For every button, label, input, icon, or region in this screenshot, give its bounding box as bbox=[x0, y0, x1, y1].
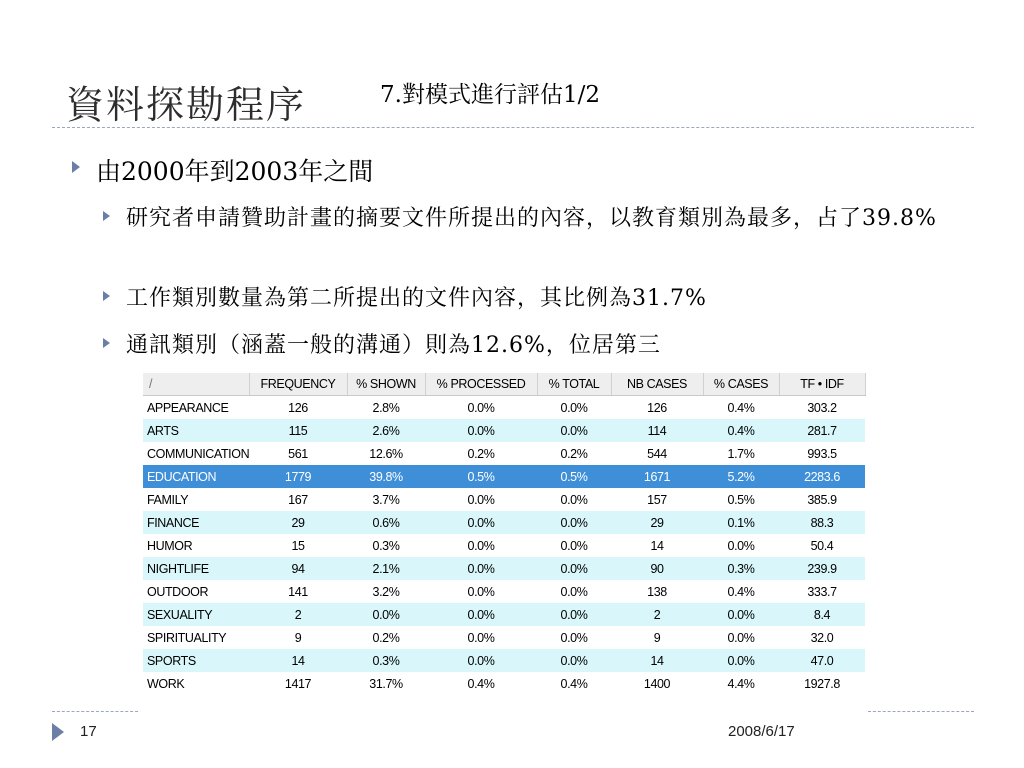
value-cell: 12.6% bbox=[347, 442, 425, 465]
value-cell: 88.3 bbox=[779, 511, 865, 534]
value-cell: 0.0% bbox=[347, 603, 425, 626]
value-cell: 0.0% bbox=[537, 534, 611, 557]
table-row[interactable] bbox=[143, 603, 865, 626]
category-cell: ARTS bbox=[143, 419, 249, 442]
category-stats-table bbox=[143, 373, 865, 695]
value-cell: 5.2% bbox=[703, 465, 779, 488]
value-cell: 0.4% bbox=[703, 396, 779, 420]
value-cell: 0.0% bbox=[703, 603, 779, 626]
table-row[interactable] bbox=[143, 488, 865, 511]
table-row[interactable] bbox=[143, 419, 865, 442]
value-cell: 0.0% bbox=[537, 396, 611, 420]
bullet-level1 bbox=[72, 152, 373, 188]
table-row[interactable] bbox=[143, 557, 865, 580]
value-cell: 3.2% bbox=[347, 580, 425, 603]
value-cell: 9 bbox=[249, 626, 347, 649]
value-cell: 114 bbox=[611, 419, 703, 442]
value-cell: 0.5% bbox=[537, 465, 611, 488]
table-row[interactable] bbox=[143, 465, 865, 488]
value-cell: 0.0% bbox=[425, 419, 537, 442]
value-cell: 94 bbox=[249, 557, 347, 580]
value-cell: 157 bbox=[611, 488, 703, 511]
column-header[interactable]: NB CASES bbox=[611, 373, 703, 396]
category-cell: COMMUNICATION bbox=[143, 442, 249, 465]
value-cell: 2 bbox=[611, 603, 703, 626]
value-cell: 2283.6 bbox=[779, 465, 865, 488]
value-cell: 0.0% bbox=[537, 511, 611, 534]
table-row[interactable] bbox=[143, 649, 865, 672]
category-cell: OUTDOOR bbox=[143, 580, 249, 603]
value-cell: 1417 bbox=[249, 672, 347, 695]
bullet-level2-text: 通訊類別（涵蓋一般的溝通）則為12.6%，位居第三 bbox=[126, 333, 661, 358]
value-cell: 0.0% bbox=[425, 557, 537, 580]
value-cell: 0.1% bbox=[703, 511, 779, 534]
value-cell: 1927.8 bbox=[779, 672, 865, 695]
value-cell: 1779 bbox=[249, 465, 347, 488]
category-cell: SEXUALITY bbox=[143, 603, 249, 626]
category-cell: FAMILY bbox=[143, 488, 249, 511]
value-cell: 115 bbox=[249, 419, 347, 442]
category-cell: SPIRITUALITY bbox=[143, 626, 249, 649]
value-cell: 0.3% bbox=[347, 534, 425, 557]
value-cell: 2.8% bbox=[347, 396, 425, 420]
value-cell: 0.0% bbox=[425, 649, 537, 672]
triangle-bullet-icon bbox=[103, 291, 110, 301]
value-cell: 239.9 bbox=[779, 557, 865, 580]
value-cell: 385.9 bbox=[779, 488, 865, 511]
value-cell: 0.0% bbox=[425, 511, 537, 534]
bullet-level2-item bbox=[103, 203, 946, 235]
value-cell: 39.8% bbox=[347, 465, 425, 488]
value-cell: 0.0% bbox=[425, 396, 537, 420]
value-cell: 0.3% bbox=[347, 649, 425, 672]
value-cell: 993.5 bbox=[779, 442, 865, 465]
value-cell: 0.5% bbox=[425, 465, 537, 488]
value-cell: 0.0% bbox=[537, 626, 611, 649]
value-cell: 29 bbox=[249, 511, 347, 534]
value-cell: 0.0% bbox=[537, 603, 611, 626]
value-cell: 0.0% bbox=[425, 580, 537, 603]
value-cell: 14 bbox=[249, 649, 347, 672]
value-cell: 29 bbox=[611, 511, 703, 534]
triangle-bullet-icon bbox=[103, 338, 110, 348]
bullet-level1-text: 由2000年到2003年之間 bbox=[96, 157, 374, 186]
value-cell: 0.0% bbox=[425, 534, 537, 557]
column-header[interactable]: % PROCESSED bbox=[425, 373, 537, 396]
value-cell: 0.0% bbox=[703, 534, 779, 557]
value-cell: 0.0% bbox=[537, 419, 611, 442]
value-cell: 126 bbox=[611, 396, 703, 420]
table-row[interactable] bbox=[143, 672, 865, 695]
value-cell: 0.4% bbox=[425, 672, 537, 695]
category-cell: NIGHTLIFE bbox=[143, 557, 249, 580]
value-cell: 0.0% bbox=[425, 488, 537, 511]
value-cell: 0.0% bbox=[537, 580, 611, 603]
category-cell: FINANCE bbox=[143, 511, 249, 534]
table-header-row bbox=[143, 373, 865, 396]
bullet-level2-item bbox=[103, 330, 946, 362]
value-cell: 0.2% bbox=[425, 442, 537, 465]
value-cell: 544 bbox=[611, 442, 703, 465]
value-cell: 0.3% bbox=[703, 557, 779, 580]
value-cell: 0.0% bbox=[703, 649, 779, 672]
value-cell: 9 bbox=[611, 626, 703, 649]
value-cell: 126 bbox=[249, 396, 347, 420]
value-cell: 0.0% bbox=[425, 626, 537, 649]
value-cell: 14 bbox=[611, 534, 703, 557]
category-cell: SPORTS bbox=[143, 649, 249, 672]
value-cell: 4.4% bbox=[703, 672, 779, 695]
value-cell: 47.0 bbox=[779, 649, 865, 672]
value-cell: 0.2% bbox=[347, 626, 425, 649]
table-row[interactable] bbox=[143, 442, 865, 465]
value-cell: 281.7 bbox=[779, 419, 865, 442]
slide-title: 資料探勘程序 bbox=[66, 83, 307, 127]
page-number: 17 bbox=[80, 723, 97, 740]
bullet-level2-text: 研究者申請贊助計畫的摘要文件所提出的內容，以教育類別為最多，占了39.8% bbox=[126, 206, 937, 231]
value-cell: 0.0% bbox=[703, 626, 779, 649]
value-cell: 303.2 bbox=[779, 396, 865, 420]
value-cell: 50.4 bbox=[779, 534, 865, 557]
value-cell: 3.7% bbox=[347, 488, 425, 511]
value-cell: 32.0 bbox=[779, 626, 865, 649]
footer-divider bbox=[52, 711, 138, 712]
value-cell: 0.0% bbox=[537, 649, 611, 672]
value-cell: 141 bbox=[249, 580, 347, 603]
value-cell: 0.2% bbox=[537, 442, 611, 465]
value-cell: 14 bbox=[611, 649, 703, 672]
value-cell: 90 bbox=[611, 557, 703, 580]
value-cell: 2.6% bbox=[347, 419, 425, 442]
value-cell: 8.4 bbox=[779, 603, 865, 626]
table-row[interactable] bbox=[143, 511, 865, 534]
value-cell: 0.4% bbox=[537, 672, 611, 695]
column-header[interactable]: FREQUENCY bbox=[249, 373, 347, 396]
table-row[interactable] bbox=[143, 396, 865, 420]
nav-arrow-icon bbox=[52, 723, 64, 741]
column-header[interactable]: % SHOWN bbox=[347, 373, 425, 396]
category-cell: APPEARANCE bbox=[143, 396, 249, 420]
bullet-level2-text: 工作類別數量為第二所提出的文件內容，其比例為31.7% bbox=[126, 286, 707, 311]
value-cell: 0.5% bbox=[703, 488, 779, 511]
column-header[interactable]: / bbox=[143, 373, 249, 396]
category-cell: EDUCATION bbox=[143, 465, 249, 488]
title-divider bbox=[52, 127, 974, 128]
value-cell: 0.0% bbox=[537, 488, 611, 511]
footer-divider bbox=[868, 711, 974, 712]
bullet-level2-item bbox=[103, 283, 946, 315]
column-header[interactable]: TF • IDF bbox=[779, 373, 865, 396]
category-cell: WORK bbox=[143, 672, 249, 695]
value-cell: 15 bbox=[249, 534, 347, 557]
value-cell: 0.0% bbox=[537, 557, 611, 580]
column-header[interactable]: % CASES bbox=[703, 373, 779, 396]
value-cell: 2.1% bbox=[347, 557, 425, 580]
value-cell: 0.6% bbox=[347, 511, 425, 534]
footer-date: 2008/6/17 bbox=[728, 723, 795, 740]
value-cell: 1.7% bbox=[703, 442, 779, 465]
value-cell: 167 bbox=[249, 488, 347, 511]
value-cell: 0.4% bbox=[703, 580, 779, 603]
value-cell: 31.7% bbox=[347, 672, 425, 695]
value-cell: 0.4% bbox=[703, 419, 779, 442]
table-row[interactable] bbox=[143, 534, 865, 557]
value-cell: 2 bbox=[249, 603, 347, 626]
table-row[interactable] bbox=[143, 580, 865, 603]
value-cell: 1671 bbox=[611, 465, 703, 488]
value-cell: 333.7 bbox=[779, 580, 865, 603]
value-cell: 0.0% bbox=[425, 603, 537, 626]
slide-subtitle: 7.對模式進行評估1/2 bbox=[380, 82, 600, 108]
value-cell: 561 bbox=[249, 442, 347, 465]
table-row[interactable] bbox=[143, 626, 865, 649]
category-cell: HUMOR bbox=[143, 534, 249, 557]
triangle-bullet-icon bbox=[72, 161, 80, 173]
triangle-bullet-icon bbox=[103, 211, 110, 221]
column-header[interactable]: % TOTAL bbox=[537, 373, 611, 396]
value-cell: 138 bbox=[611, 580, 703, 603]
value-cell: 1400 bbox=[611, 672, 703, 695]
